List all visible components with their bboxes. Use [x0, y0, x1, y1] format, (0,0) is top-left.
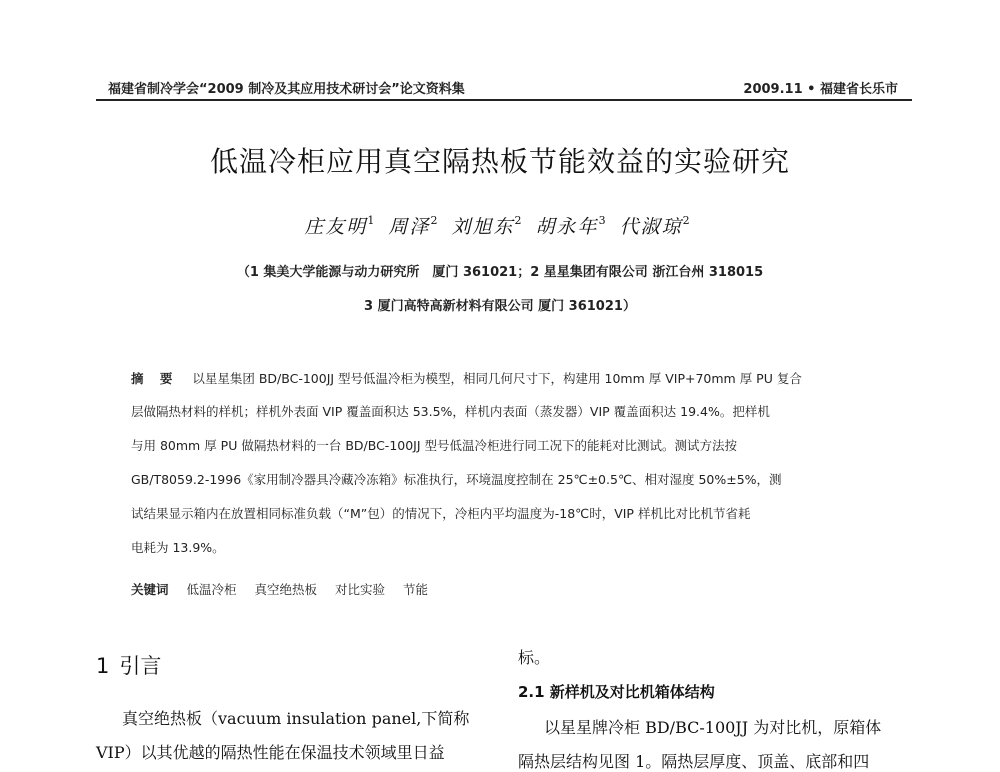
- author-affil-mark: 1: [367, 214, 375, 227]
- abstract-text: 以星星集团 BD/BC-100JJ 型号低温冷柜为模型，相同几何尺寸下，构建用 10mm 厚 VIP+70mm 厚 PU 复合: [192, 371, 802, 386]
- affiliation-line: 3 厦门高特高新材料有限公司 厦门 361021）: [364, 299, 636, 314]
- author-name: 胡永年: [535, 216, 599, 238]
- body-line: 真空绝热板（vacuum insulation panel,下简称: [122, 709, 470, 728]
- subsection-heading: 2.1 新样机及对比机箱体结构: [518, 683, 715, 701]
- body-line: VIP）以其优越的隔热性能在保温技术领域里日益: [96, 743, 445, 762]
- header-proceedings-title: 福建省制冷学会“2009 制冷及其应用技术研讨会”论文资料集: [108, 82, 465, 97]
- keyword: 真空绝热板: [254, 582, 318, 597]
- abstract-line: 与用 80mm 厚 PU 做隔热材料的一台 BD/BC-100JJ 型号低温冷柜进行同工况下的能耗对比测试。测试方法按: [131, 438, 738, 453]
- abstract-line: [131, 369, 876, 387]
- abstract-line: GB/T8059.2-1996《家用制冷器具冷藏冷冻箱》标准执行，环境温度控制在 25℃±0.5℃、相对湿度 50%±5%，测: [131, 472, 782, 487]
- author-name: 刘旭东: [451, 216, 515, 238]
- header-rule: [96, 99, 912, 101]
- paper-title: 低温冷柜应用真空隔热板节能效益的实验研究: [209, 145, 790, 178]
- abstract-line: 电耗为 13.9%。: [131, 540, 225, 555]
- abstract-label: 摘 要: [131, 371, 179, 386]
- keyword: 低温冷柜: [186, 582, 237, 597]
- left-column: [96, 650, 496, 762]
- header-date-location: 2009.11 • 福建省长乐市: [743, 82, 898, 97]
- abstract-line: 层做隔热材料的样机；样机外表面 VIP 覆盖面积达 53.5%，样机内表面（蒸发器）VIP 覆盖面积达 19.4%。把样机: [131, 404, 770, 419]
- running-header: [96, 74, 912, 100]
- body-line: 以星星牌冷柜 BD/BC-100JJ 为对比机，原箱体: [544, 718, 882, 737]
- author-name: 周泽: [388, 216, 431, 238]
- author-affil-mark: 2: [430, 214, 438, 227]
- section-number: 1: [96, 654, 110, 678]
- keywords-label: 关键词: [131, 582, 169, 597]
- author-name: 庄友明: [304, 216, 368, 238]
- author-list: [0, 212, 1000, 239]
- author-name: 代淑琼: [619, 216, 683, 238]
- author-affil-mark: 3: [598, 214, 606, 227]
- section-title: 引言: [119, 654, 162, 678]
- body-line: 标。: [518, 648, 551, 667]
- body-line: 隔热层结构见图 1。隔热层厚度、顶盖、底部和四: [518, 752, 870, 771]
- keywords-line: [131, 580, 876, 598]
- author-affil-mark: 2: [514, 214, 522, 227]
- author-affil-mark: 2: [682, 214, 690, 227]
- abstract-line: 试结果显示箱内在放置相同标准负载（“M”包）的情况下，冷柜内平均温度为-18℃时，VIP 样机比对比机节省耗: [131, 506, 751, 521]
- keyword: 节能: [403, 582, 429, 597]
- section-heading: [96, 650, 496, 680]
- affiliation-line: （1 集美大学能源与动力研究所 厦门 361021；2 星星集团有限公司 浙江台州 318015: [236, 265, 764, 280]
- keyword: 对比实验: [335, 582, 386, 597]
